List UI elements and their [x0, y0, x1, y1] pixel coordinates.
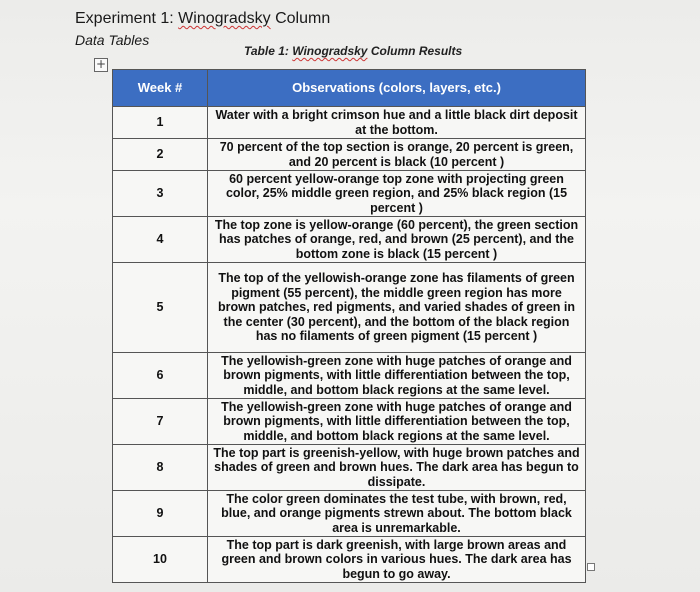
- document-title: Experiment 1: Winogradsky Column: [75, 10, 331, 27]
- week-cell[interactable]: 1: [113, 107, 208, 139]
- observation-cell[interactable]: 70 percent of the top section is orange, 20 percent is green, and 20 percent is black (10 percent ): [208, 139, 586, 171]
- week-cell[interactable]: 3: [113, 171, 208, 217]
- week-cell[interactable]: 2: [113, 139, 208, 171]
- observation-cell[interactable]: The top zone is yellow-orange (60 percent), the green section has patches of orange, red, and brown (25 percent), and the bottom zone is black (15 percent ): [208, 217, 586, 263]
- move-handle-icon[interactable]: +: [95, 57, 107, 71]
- table-row: [113, 491, 586, 537]
- observation-cell[interactable]: The yellowish-green zone with huge patches of orange and brown pigments, with little differentiation between the top, middle, and bottom black regions at the same level.: [208, 399, 586, 445]
- week-cell[interactable]: 7: [113, 399, 208, 445]
- table-row: [113, 263, 586, 353]
- table-row: [113, 353, 586, 399]
- table-row: [113, 217, 586, 263]
- header-observations: Observations (colors, layers, etc.): [208, 70, 586, 107]
- week-cell[interactable]: 9: [113, 491, 208, 537]
- table-row: [113, 139, 586, 171]
- resize-handle-icon[interactable]: [587, 563, 595, 571]
- spellcheck-term: Winogradsky: [178, 10, 271, 27]
- table-row: [113, 399, 586, 445]
- table-row: [113, 537, 586, 583]
- observation-cell[interactable]: Water with a bright crimson hue and a little black dirt deposit at the bottom.: [208, 107, 586, 139]
- week-cell[interactable]: 5: [113, 263, 208, 353]
- table-caption: Table 1: Winogradsky Column Results: [244, 44, 463, 58]
- header-week: Week #: [113, 70, 208, 107]
- document-subtitle: Data Tables: [75, 32, 150, 48]
- observation-cell[interactable]: The color green dominates the test tube, with brown, red, blue, and orange pigments strewn about. The bottom black area is unremarkable.: [208, 491, 586, 537]
- week-cell[interactable]: 8: [113, 445, 208, 491]
- spellcheck-term: Winogradsky: [292, 44, 368, 58]
- week-cell[interactable]: 6: [113, 353, 208, 399]
- table-row: [113, 171, 586, 217]
- results-table: [112, 69, 586, 583]
- table-header-row: [113, 70, 586, 107]
- week-cell[interactable]: 10: [113, 537, 208, 583]
- observation-cell[interactable]: The top part is dark greenish, with large brown areas and green and brown colors in various hues. The dark area has begun to go away.: [208, 537, 586, 583]
- observation-cell[interactable]: The yellowish-green zone with huge patches of orange and brown pigments, with little differentiation between the top, middle, and bottom black regions at the same level.: [208, 353, 586, 399]
- observation-cell[interactable]: The top part is greenish-yellow, with huge brown patches and shades of green and brown hues. The dark area has begun to dissipate.: [208, 445, 586, 491]
- table-row: [113, 445, 586, 491]
- observation-cell[interactable]: The top of the yellowish-orange zone has filaments of green pigment (55 percent), the middle green region has more brown patches, red pigments, and varied shades of green in the center (30 percent), and the bottom of the black region has no filaments of green pigment (15 percent ): [208, 263, 586, 353]
- week-cell[interactable]: 4: [113, 217, 208, 263]
- table-row: [113, 107, 586, 139]
- observation-cell[interactable]: 60 percent yellow-orange top zone with projecting green color, 25% middle green region, and 25% black region (15 percent ): [208, 171, 586, 217]
